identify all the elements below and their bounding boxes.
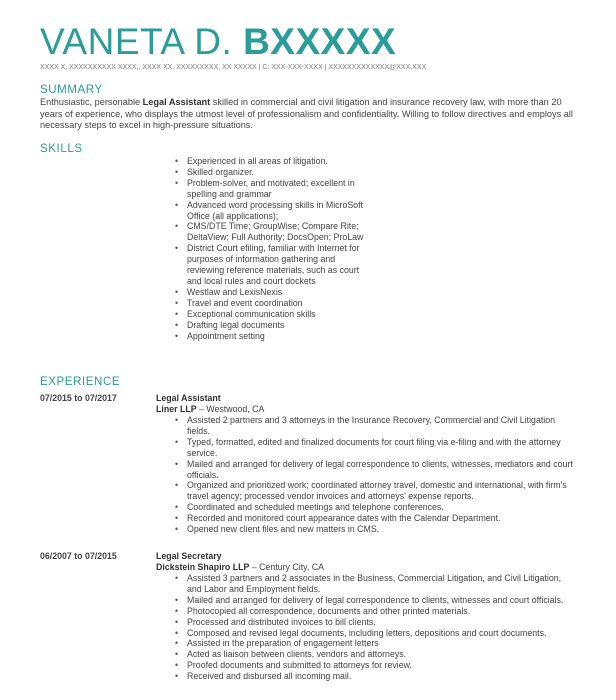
job-company-line [156, 404, 264, 414]
last-name: BXXXXX [243, 21, 397, 62]
job-duty: • Proofed documents and submitted to attorneys for review. [175, 660, 575, 671]
skill-item: • Skilled organizer. [175, 167, 365, 178]
job-duty: • Assisted 2 partners and 3 attorneys in the Insurance Recovery, Commercial and Civil Litigation fields. [175, 415, 575, 437]
job-duties-list [175, 415, 575, 535]
company-separator: – [196, 404, 207, 414]
summary-text-part: skilled in commercial and civil litigation and insurance recovery law, with more than 20 years of experience, who displays the utmost level of professionalism and confidentiality. Willing to follow directives and employs all necessary steps to excel in high-pressure situations. [40, 97, 573, 131]
skill-item: • Experienced in all areas of litigation. [175, 156, 365, 167]
skill-item: • Westlaw and LexisNexis [175, 287, 365, 298]
job-duty: • Organized and prioritized work; coordinated attorney travel, domestic and international, with firm's travel agency; processed vendor invoices and attorneys' expense reports. [175, 480, 575, 502]
job-duty: • Assisted 3 partners and 2 associates in the Business, Commercial Litigation, and Civil Litigation, and Labor and Employment fields. [175, 573, 575, 595]
skill-item: • Problem-solver, and motivated; excellent in spelling and grammar [175, 178, 365, 200]
skill-item: • Drafting legal documents [175, 320, 365, 331]
job-duty: • Recorded and monitored court appearance dates with the Calendar Department. [175, 513, 575, 524]
job-duty: • Received and disbursed all incoming mail. [175, 671, 575, 682]
job-duty: • Opened new client files and new matters in CMS. [175, 524, 575, 535]
summary-text [40, 97, 575, 132]
job-duty: • Mailed and arranged for delivery of legal correspondence to clients, witnesses and court officials. [175, 595, 575, 606]
summary-text-part: Enthusiastic, personable [40, 97, 143, 107]
job-duty: • Mailed and arranged for delivery of legal correspondence to clients, witnesses, mediators and court officials. [175, 459, 575, 481]
first-name: VANETA D. [40, 21, 233, 62]
job-duty: • Composed and revised legal documents, including letters, depositions and court documents. [175, 628, 575, 639]
summary-role: Legal Assistant [142, 97, 211, 107]
experience-heading: EXPERIENCE [40, 376, 121, 388]
job-duties-list [175, 573, 575, 682]
job-duty: • Photocopied all correspondence, documents and other printed materials. [175, 606, 575, 617]
company-separator: – [249, 562, 260, 572]
skills-heading: SKILLS [40, 143, 83, 155]
summary-heading: SUMMARY [40, 84, 103, 96]
job-duty: • Assisted in the preparation of engagement letters [175, 638, 575, 649]
job-duty: • Coordinated and scheduled meetings and telephone conferences. [175, 502, 575, 513]
skills-list [175, 156, 365, 341]
skill-item: • Advanced word processing skills in MicroSoft Office (all applications); [175, 200, 365, 222]
skill-item: • Appointment setting [175, 331, 365, 342]
candidate-name [40, 22, 396, 62]
skill-item: • CMS/DTE Time; GroupWise; Compare Rite; DeltaView; Full Authority; DocsOpen; ProLaw [175, 221, 365, 243]
contact-line: XXXX X, XXXXXXXXXX XXXX,, XXXX XX, XXXXXXXXX, XX XXXXX | C: XXX-XXX-XXXX | XXXXXXXXXXXXX@XXX.XXX [40, 64, 427, 71]
company-name: Dickstein Shapiro LLP [156, 562, 250, 572]
job-duty: • Processed and distributed invoices to bill clients. [175, 617, 575, 628]
job-dates: 06/2007 to 07/2015 [40, 551, 117, 561]
skill-item: • Exceptional communication skills [175, 309, 365, 320]
company-name: Liner LLP [156, 404, 197, 414]
company-location: Century City, CA [259, 562, 325, 572]
job-duty: • Typed, formatted, edited and finalized documents for court filing via e-filing and with the attorney service. [175, 437, 575, 459]
skill-item: • Travel and event coordination [175, 298, 365, 309]
skill-item: • District Court efiling, familiar with Internet for purposes of information gathering and reviewing reference materials, such as court and local rules and court dockets [175, 243, 365, 287]
job-duty: • Acted as liaison between clients, vendors and attorneys. [175, 649, 575, 660]
job-title: Legal Assistant [156, 393, 221, 403]
company-location: Westwood, CA [206, 404, 265, 414]
job-dates: 07/2015 to 07/2017 [40, 393, 117, 403]
job-title: Legal Secretary [156, 551, 222, 561]
job-company-line [156, 562, 324, 572]
